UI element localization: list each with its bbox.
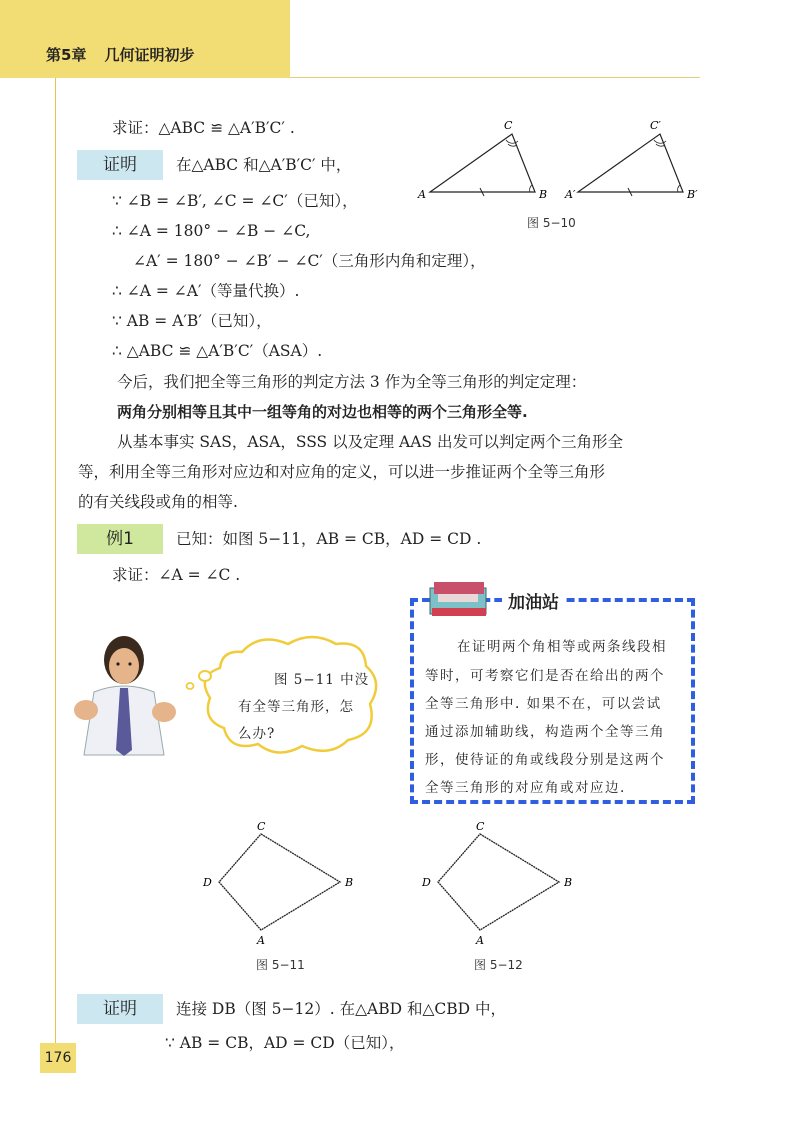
cloud-line-1: 图 5−11 中没 bbox=[274, 672, 370, 688]
q1-label-a: A bbox=[257, 934, 265, 947]
tip-title: 加油站 bbox=[502, 588, 565, 613]
t2-label-c: C′ bbox=[650, 119, 661, 132]
tip-line-4: 通过添加辅助线，构造两个全等三角 bbox=[425, 724, 665, 740]
chapter-name: 几何证明初步 bbox=[104, 46, 195, 64]
chapter-number: 第5章 bbox=[46, 46, 87, 64]
proof-line-4: ∴ ∠A = ∠A′（等量代换）. bbox=[112, 282, 300, 300]
margin-rule bbox=[55, 78, 56, 1043]
q2-label-a: A bbox=[476, 934, 484, 947]
paragraph-2b: 等，利用全等三角形对应边和对应角的定义，可以进一步推证两个全等三角形 bbox=[78, 463, 606, 481]
tip-line-5: 形，使待证的角或线段分别是这两个 bbox=[425, 752, 665, 768]
cloud-line-2: 有全等三角形，怎 bbox=[238, 699, 354, 715]
paragraph-2a: 从基本事实 SAS，ASA，SSS 以及定理 AAS 出发可以判定两个三角形全 bbox=[117, 433, 623, 451]
figure-5-12-caption: 图 5−12 bbox=[474, 958, 523, 972]
example-given: 已知：如图 5−11，AB = CB，AD = CD . bbox=[176, 530, 482, 548]
tip-line-1: 在证明两个角相等或两条线段相 bbox=[457, 639, 667, 655]
chapter-title bbox=[46, 44, 212, 65]
figure-5-10 bbox=[410, 112, 710, 212]
q1-label-c: C bbox=[257, 820, 266, 833]
figure-5-10-caption: 图 5−10 bbox=[527, 216, 576, 230]
proof-tag-2: 证明 bbox=[77, 994, 163, 1024]
q2-label-b: B bbox=[564, 876, 573, 889]
t1-label-a: A bbox=[418, 188, 426, 201]
proof-intro: 在△ABC 和△A′B′C′ 中， bbox=[176, 156, 352, 174]
t1-label-b: B bbox=[539, 188, 548, 201]
q2-label-d: D bbox=[422, 876, 431, 889]
tip-line-2: 等时，可考察它们是否在给出的两个 bbox=[425, 668, 665, 684]
cloud-line-3: 么办? bbox=[238, 726, 276, 742]
proof-line-2: ∴ ∠A = 180° − ∠B − ∠C, bbox=[112, 222, 311, 240]
proof2-intro: 连接 DB（图 5−12）. 在△ABD 和△CBD 中， bbox=[176, 1000, 506, 1018]
paragraph-1: 今后，我们把全等三角形的判定方法 3 作为全等三角形的判定定理： bbox=[117, 373, 587, 391]
to-prove-line: 求证：△ABC ≌ △A′B′C′ . bbox=[112, 119, 295, 137]
student-illustration bbox=[72, 630, 182, 760]
paragraph-2c: 的有关线段或角的相等. bbox=[78, 493, 238, 511]
figure-5-11 bbox=[195, 820, 365, 950]
q1-label-b: B bbox=[345, 876, 354, 889]
tip-line-6: 全等三角形的对应角或对应边. bbox=[425, 780, 626, 796]
page-number: 176 bbox=[40, 1043, 76, 1073]
theorem-statement: 两角分别相等且其中一组等角的对边也相等的两个三角形全等. bbox=[117, 403, 528, 421]
t1-label-c: C bbox=[504, 119, 513, 132]
t2-label-a: A′ bbox=[565, 188, 576, 201]
example-prove: 求证：∠A = ∠C . bbox=[112, 566, 241, 584]
q2-label-c: C bbox=[476, 820, 485, 833]
proof-line-5: ∵ AB = A′B′（已知）， bbox=[112, 312, 272, 330]
figure-5-12 bbox=[412, 820, 582, 950]
header-rule bbox=[290, 77, 700, 78]
proof-tag: 证明 bbox=[77, 150, 163, 180]
proof-line-6: ∴ △ABC ≌ △A′B′C′（ASA）. bbox=[112, 342, 323, 360]
chapter-header bbox=[0, 0, 290, 78]
t2-label-b: B′ bbox=[687, 188, 698, 201]
proof2-line-1: ∵ AB = CB，AD = CD（已知）， bbox=[165, 1034, 405, 1052]
proof-line-3: ∠A′ = 180° − ∠B′ − ∠C′（三角形内角和定理）， bbox=[133, 252, 486, 270]
proof-line-1: ∵ ∠B = ∠B′, ∠C = ∠C′（已知）， bbox=[112, 192, 358, 210]
figure-5-11-caption: 图 5−11 bbox=[256, 958, 305, 972]
example-tag: 例1 bbox=[77, 524, 163, 554]
q1-label-d: D bbox=[203, 876, 212, 889]
tip-line-3: 全等三角形中. 如果不在，可以尝试 bbox=[425, 696, 662, 712]
tip-icon bbox=[426, 578, 494, 622]
